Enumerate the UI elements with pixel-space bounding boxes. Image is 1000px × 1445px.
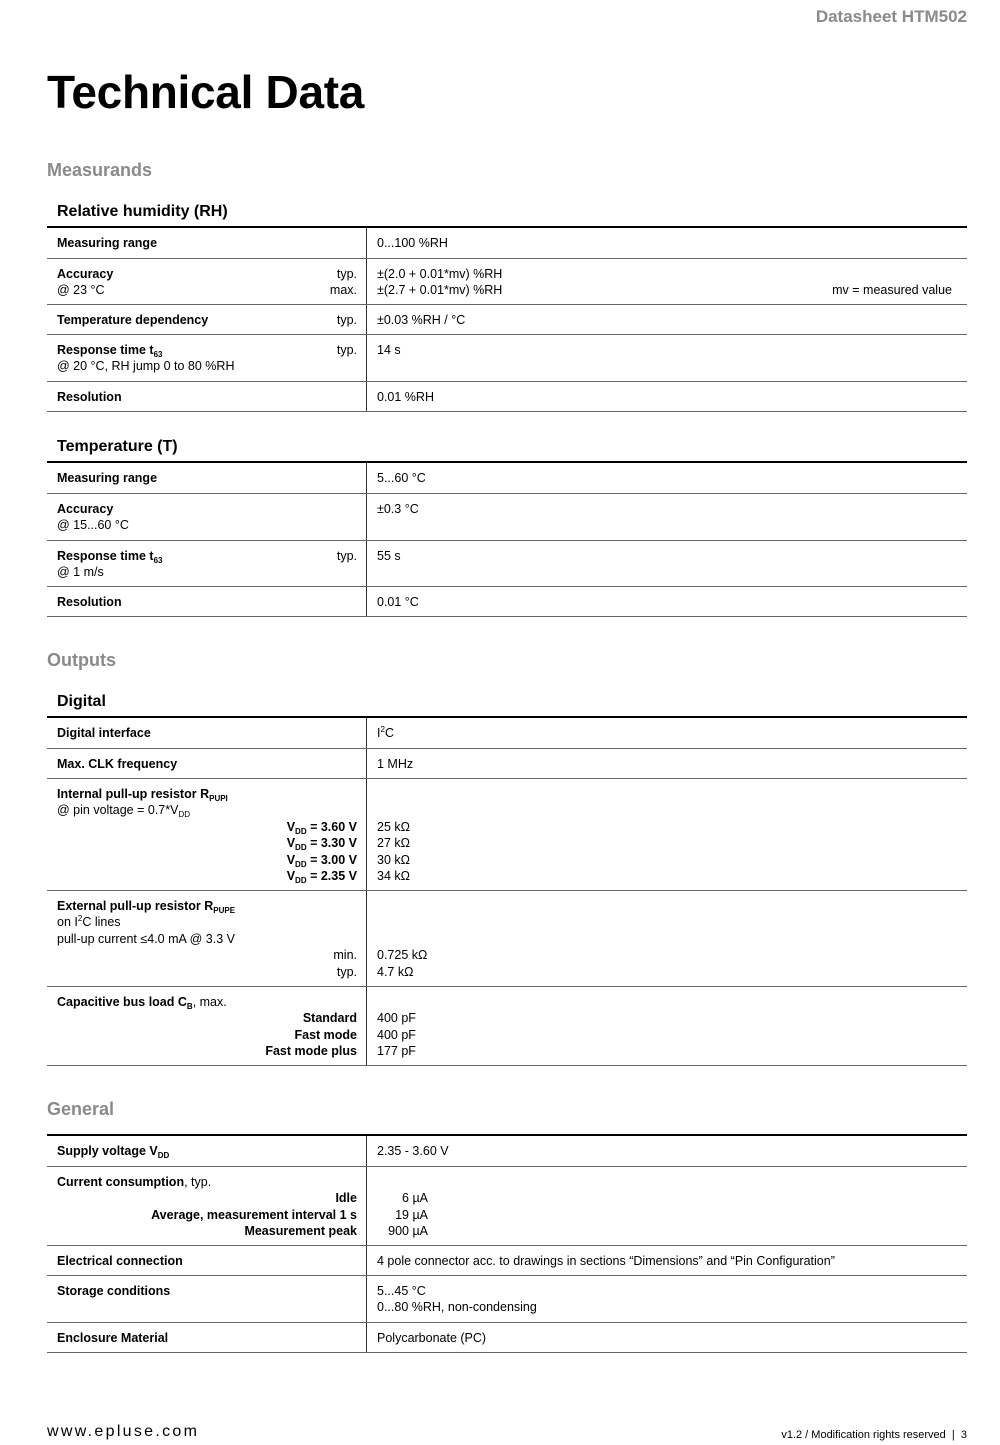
row-value: 5...45 °C (377, 1284, 426, 1298)
section-measurands: Measurands (47, 160, 153, 180)
row-tag: max. (329, 283, 357, 298)
row-tag: typ. (336, 549, 357, 563)
row-value: ±0.3 °C (377, 502, 419, 516)
enclosure-material-row (47, 1323, 967, 1353)
rh-temp-dependency-row (47, 305, 967, 335)
row-condition: @ 15...60 °C (57, 518, 129, 533)
row-value: 400 pF (377, 1027, 416, 1042)
row-label: Capacitive bus load $C_B$, max. (57, 995, 227, 1011)
row-note: mv = measured value (832, 283, 952, 297)
row-label: Current consumption, typ. (57, 1175, 212, 1189)
general-table (47, 1134, 967, 1353)
row-condition: @ 23 °C (57, 283, 105, 298)
internal-pullup-row (47, 779, 967, 891)
t-resolution-row (47, 587, 967, 617)
row-condition: @ 1 m/s (57, 565, 104, 580)
row-tag: Average, measurement interval 1 s (151, 1207, 357, 1222)
row-label: Response time $t_{63}$ (57, 549, 163, 565)
footer-version: v1.2 / Modification rights reserved | 3 (781, 1429, 967, 1441)
row-value: 400 pF (377, 1011, 416, 1026)
row-value: 27 kΩ (377, 836, 410, 851)
row-value: 0.725 kΩ (377, 948, 428, 963)
digital-table (47, 716, 967, 1066)
capacitive-load-row (47, 987, 967, 1066)
row-value: 55 s (377, 549, 401, 563)
row-value: $I^2C$ (377, 725, 394, 740)
rh-measuring-range-row (47, 228, 967, 259)
row-label: Supply voltage $V_{DD}$ (57, 1144, 170, 1160)
row-label: Resolution (57, 390, 122, 404)
row-value: 0.01 °C (377, 595, 419, 609)
row-label: Accuracy (57, 267, 114, 281)
subsection-rh: Relative humidity (RH) (57, 203, 228, 220)
row-condition: on $I^2C$ lines (57, 914, 121, 930)
vdd-label: $V_{DD} = 3.30$ V (286, 836, 357, 853)
vdd-label: $V_{DD} = 3.00$ V (286, 852, 357, 869)
row-value: 900 µA (388, 1224, 429, 1239)
row-label: Temperature dependency (57, 313, 209, 327)
t-response-time-row (47, 541, 967, 587)
row-value: 14 s (377, 343, 401, 357)
vdd-label: $V_{DD} = 2.35$ V (286, 868, 357, 885)
rh-accuracy-row (47, 259, 967, 305)
row-label: Digital interface (57, 726, 151, 740)
t-measuring-range-row (47, 463, 967, 494)
rh-table (47, 226, 967, 412)
row-label: Max. CLK frequency (57, 757, 178, 771)
row-value: 4 pole connector acc. to drawings in sections “Dimensions” and “Pin Configuration” (377, 1254, 835, 1268)
row-value: 0...80 %RH, non-condensing (377, 1300, 537, 1315)
row-value: 34 kΩ (377, 868, 410, 883)
row-value: ±0.03 %RH / °C (377, 313, 466, 327)
row-condition: @ 20 °C, RH jump 0 to 80 %RH (57, 359, 235, 374)
electrical-connection-row (47, 1246, 967, 1276)
t-accuracy-row (47, 494, 967, 541)
subsection-temperature: Temperature (T) (57, 438, 178, 455)
row-value: Polycarbonate (PC) (377, 1331, 487, 1345)
row-value: ±(2.7 + 0.01*mv) %RH (377, 283, 503, 298)
rh-response-time-row (47, 335, 967, 382)
row-label: Measuring range (57, 471, 158, 485)
row-label: Enclosure Material (57, 1331, 169, 1345)
row-value: 177 pF (377, 1044, 416, 1059)
row-value: 5...60 °C (377, 471, 426, 485)
row-label: Response time $t_{63}$ (57, 343, 163, 359)
row-value: ±(2.0 + 0.01*mv) %RH (377, 267, 503, 281)
row-value: 1 MHz (377, 757, 414, 771)
row-label: Electrical connection (57, 1254, 183, 1268)
digital-interface-row (47, 718, 967, 749)
row-value: 25 kΩ (377, 819, 410, 834)
row-value: 0...100 %RH (377, 236, 448, 250)
section-outputs: Outputs (47, 650, 116, 670)
row-tag: typ. (336, 313, 357, 327)
section-general: General (47, 1099, 115, 1119)
page-title: Technical Data (47, 66, 365, 118)
row-value: 2.35 - 3.60 V (377, 1144, 449, 1158)
row-value: 4.7 kΩ (377, 964, 414, 979)
row-label: External pull-up resistor $R_{PUPE}$ (57, 899, 236, 915)
vdd-label: $V_{DD} = 3.60$ V (286, 819, 357, 836)
row-tag: Idle (335, 1191, 357, 1206)
external-pullup-row (47, 891, 967, 987)
subsection-digital: Digital (57, 693, 106, 710)
rh-resolution-row (47, 382, 967, 412)
current-consumption-row (47, 1167, 967, 1246)
row-tag: Fast mode (294, 1027, 357, 1042)
row-label: Measuring range (57, 236, 158, 250)
row-tag: min. (333, 948, 357, 963)
row-label: Storage conditions (57, 1284, 171, 1298)
row-tag: typ. (336, 964, 357, 979)
row-condition: @ pin voltage = $0.7*V_{DD}$ (57, 803, 191, 820)
row-tag: typ. (336, 343, 357, 357)
document-header: Datasheet HTM502 (815, 7, 967, 26)
clk-frequency-row (47, 749, 967, 779)
footer-url-link[interactable]: www.epluse.com (47, 1423, 200, 1440)
row-value: 19 µA (395, 1207, 429, 1222)
row-label: Accuracy (57, 502, 114, 516)
row-tag: Measurement peak (244, 1224, 357, 1239)
row-condition: pull-up current ≤4.0 mA @ 3.3 V (57, 931, 235, 946)
row-tag: Fast mode plus (265, 1044, 357, 1059)
row-label: Resolution (57, 595, 122, 609)
row-label: Internal pull-up resistor $R_{PUPI}$ (57, 787, 228, 803)
row-tag: Standard (302, 1011, 357, 1026)
storage-conditions-row (47, 1276, 967, 1323)
temperature-table (47, 461, 967, 617)
row-value: 0.01 %RH (377, 390, 434, 404)
row-value: 6 µA (402, 1191, 429, 1206)
row-value: 30 kΩ (377, 852, 410, 867)
row-tag: typ. (336, 267, 357, 281)
supply-voltage-row (47, 1136, 967, 1167)
